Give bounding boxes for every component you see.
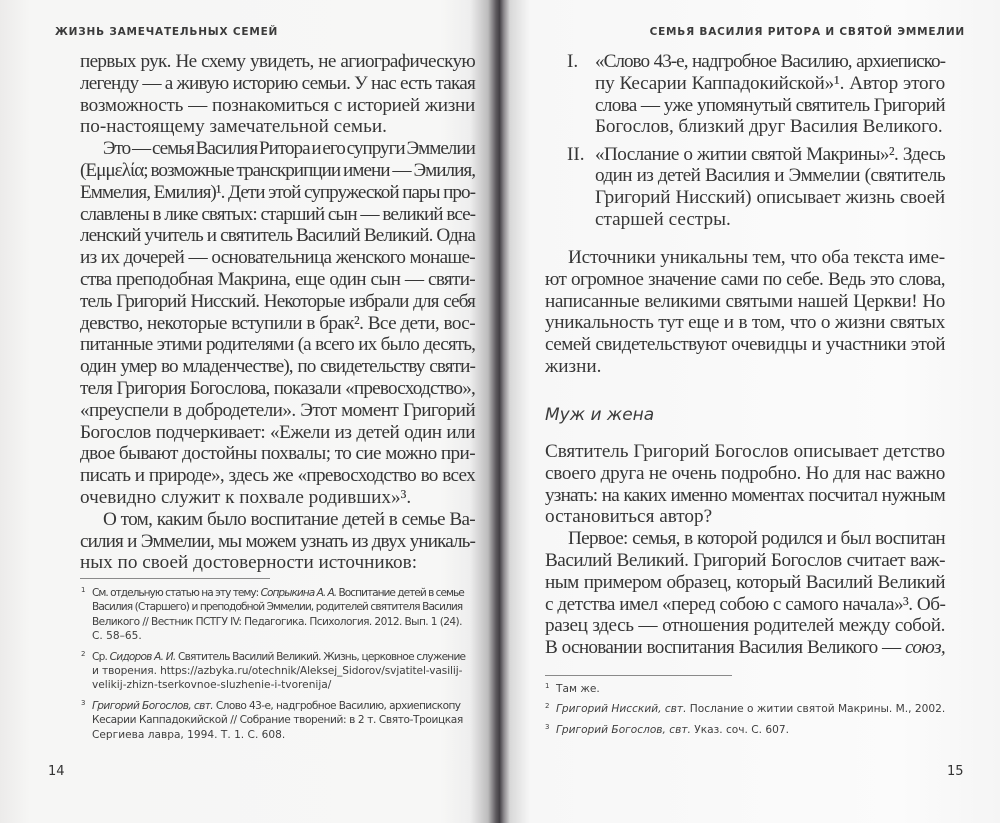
footnote-line — [92, 615, 466, 629]
text-line: разец здесь — отношения родителей между собой. — [545, 615, 945, 637]
footnote-line — [92, 586, 466, 600]
text-line: ют огромное значение сами по себе. Ведь это слова, — [545, 268, 945, 290]
italic-text: Сидоров А. И. — [109, 650, 176, 663]
text-segment: В основании воспитания Василия Великого — — [545, 637, 906, 659]
footnote-marker: 3 — [545, 722, 550, 731]
text-segment: Великого // Вестник ПСТГУ IV: Педагогика. Психология. 2012. Вып. 1 (24). — [92, 615, 462, 628]
body-text — [80, 51, 475, 574]
footnote — [81, 586, 466, 644]
footnote-line — [92, 600, 466, 614]
text-line: «Послание о житии святой Макрины»². Здесь — [595, 143, 945, 165]
footnote-marker: 2 — [545, 702, 550, 711]
text-line — [545, 637, 945, 659]
text-line: питанные этими родителями (а всего их было десять, — [80, 334, 475, 356]
text-line: семей свидетельствуют очевидцы и участники этой — [545, 334, 945, 356]
text-line: из их дочерей — основательница женского монаше- — [80, 247, 475, 269]
text-line: «преуспели в добродетели». Этот момент Григорий — [80, 399, 475, 421]
footnote-line — [556, 682, 945, 696]
text-line: ным примером образец, который Василий Великий — [545, 571, 945, 593]
footnote-line — [92, 650, 466, 664]
sources-list — [567, 51, 945, 236]
text-segment: Ср. — [92, 650, 110, 663]
text-line: Еммелия, Емилия)¹. Дети этой супружеской пары про- — [80, 181, 475, 203]
text-line: первых рук. Не схему увидеть, не агиографическую — [80, 51, 475, 72]
footnote-line — [92, 728, 466, 742]
text-line: ства преподобная Макрина, еще один сын — святи- — [80, 268, 475, 290]
footnote-line — [92, 699, 466, 713]
footnote-line — [92, 678, 466, 692]
text-line: теля Григория Богослова, показали «превосходство», — [80, 377, 475, 399]
text-line: один умер во младенчестве), по свидетельству святи- — [80, 356, 475, 378]
text-line: О том, каким было воспитание детей в семье Ва- — [103, 508, 475, 530]
text-segment: velikij-zhizn-tserkovnoe-sluzhenie-i-tvorenija/ — [92, 679, 332, 692]
text-segment: Послание о житии святой Макрины. М., 2002. — [686, 703, 946, 716]
text-line: легенду — а живую историю семьи. У нас есть такая — [80, 72, 475, 94]
page-number: 14 — [48, 764, 65, 779]
body-text — [545, 247, 945, 378]
body-text — [545, 441, 945, 659]
text-line: своего друга не очень подробно. Но для нас важно — [545, 462, 945, 484]
text-line: Григорий Нисский) описывает жизнь своей — [595, 187, 945, 209]
text-segment: Там же. — [556, 683, 600, 695]
text-line: очевидно служит к похвале родивших»³. — [80, 486, 412, 508]
footnote — [545, 682, 945, 696]
footnotes — [81, 586, 466, 748]
text-segment: Воспитание детей в семье — [336, 587, 464, 599]
text-segment: Святитель Василий Великий. Жизнь, церковное служение — [175, 650, 466, 663]
text-line: Святитель Григорий Богослов описывает детство — [545, 441, 945, 462]
text-line: славлены в лике святых: старший сын — великий все- — [80, 203, 475, 225]
footnotes — [545, 682, 945, 743]
text-line: с детства имел «перед собою с самого начала»³. Об- — [545, 593, 946, 615]
text-line: Богослов, близкий друг Василия Великого. — [595, 116, 943, 138]
footnote-divider — [545, 675, 732, 676]
text-segment: Василия (Старшего) и преподобной Эммелии, родителей святителя Василия — [92, 601, 463, 614]
text-line: тель Григорий Нисский. Некоторые избрали для себя — [80, 290, 475, 312]
text-line: ных по своей достоверности источников: — [80, 552, 418, 574]
text-line: по-настоящему замечательной семьи. — [80, 116, 387, 138]
text-segment: См. отдельную статью на эту тему: — [92, 587, 261, 599]
italic-text: Григорий Нисский, свт. — [556, 703, 687, 716]
paragraph — [80, 509, 475, 574]
footnote — [545, 723, 945, 737]
footnote-line — [92, 664, 466, 678]
footnote-line — [556, 702, 945, 716]
text-line: Источники уникальны тем, что оба текста име- — [568, 247, 945, 268]
text-line: возможность — познакомиться с историей жизни — [80, 94, 475, 116]
paragraph — [595, 144, 945, 231]
text-line: девство, некоторые вступили в брак². Все дети, вос- — [80, 312, 475, 334]
text-segment: Слово 43-е, надгробное Василию, архиепископу — [213, 699, 461, 712]
text-segment: Указ. соч. С. 607. — [690, 723, 789, 736]
running-head: СЕМЬЯ ВАСИЛИЯ РИТОРА И СВЯТОЙ ЭММЕЛИИ — [649, 26, 965, 38]
footnote-line — [92, 629, 466, 643]
paragraph — [545, 441, 945, 528]
text-segment: и творения. https://azbyka.ru/otechnik/Aleksej_Sidorov/svjatitel-vasilij- — [92, 665, 463, 678]
list-item — [567, 143, 945, 231]
section-heading: Муж и жена — [545, 405, 655, 425]
footnote-line — [556, 723, 945, 737]
italic-text: Григорий Богослов, свт. — [92, 699, 214, 712]
text-segment: С. 58–65. — [92, 630, 142, 643]
page-number: 15 — [947, 764, 964, 779]
text-line: «Слово 43-е, надгробное Василию, архиеписко- — [595, 51, 945, 72]
list-numeral: II. — [567, 143, 585, 165]
paragraph — [80, 138, 475, 509]
footnote-divider — [80, 578, 270, 579]
text-line: (Εμμελία; возможные транскрипции имени — Эмилия, — [80, 159, 475, 181]
italic-text: Григорий Богослов, свт. — [556, 723, 691, 736]
text-line: Первое: семья, в которой родился и был воспитан — [568, 528, 945, 550]
footnote-marker: 3 — [81, 698, 86, 707]
text-line: писать и природе», здесь же «превосходство во всех — [80, 465, 475, 487]
list-numeral: I. — [567, 51, 579, 72]
footnote-line — [92, 713, 466, 727]
text-line: написанные великими святыми нашей Церкви! Но — [545, 290, 945, 312]
text-line: Богослов подчеркивает: «Ежели из детей один или — [80, 421, 475, 443]
text-line: жизни. — [545, 355, 602, 377]
footnote — [545, 702, 945, 716]
italic-text: союз, — [905, 637, 945, 659]
text-line: старшей сестры. — [595, 209, 731, 231]
text-line: пу Кесарии Каппадокийской»¹. Автор этого — [595, 72, 945, 94]
running-head: ЖИЗНЬ ЗАМЕЧАТЕЛЬНЫХ СЕМЕЙ — [55, 26, 279, 38]
paragraph — [80, 51, 475, 138]
text-line: слова — уже упомянутый святитель Григорий — [595, 94, 945, 116]
text-line: Это — семья Василия Ритора и его супруги Эммелии — [102, 138, 475, 160]
text-segment: Кесарии Каппадокийской // Собрание творений: в 2 т. Свято-Троицкая — [92, 714, 463, 727]
paragraph — [595, 51, 945, 138]
paragraph — [545, 528, 945, 659]
text-line: ленский учитель и святитель Василий Великий. Одна — [80, 225, 475, 247]
list-item — [567, 51, 945, 138]
italic-text: Сопрыкина А. А. — [260, 587, 337, 599]
footnote-marker: 2 — [81, 649, 86, 658]
text-line: узнать: на каких именно моментах посчитал нужным — [545, 484, 945, 506]
footnote-marker: 1 — [81, 586, 86, 594]
text-segment: Сергиева лавра, 1994. Т. 1. С. 608. — [92, 728, 286, 741]
footnote — [81, 699, 466, 742]
right-page — [500, 0, 1000, 823]
footnote — [81, 650, 466, 693]
paragraph — [545, 247, 945, 378]
text-line: двое бывают достойны похвалы; то сие можно при- — [80, 443, 475, 465]
text-line: остановиться автор? — [545, 506, 713, 528]
text-line: силия и Эммелии, мы можем узнать из двух уникаль- — [80, 530, 475, 552]
text-line: уникальность тут еще и в том, что о жизни святых — [545, 312, 945, 334]
footnote-marker: 1 — [545, 682, 550, 690]
text-line: Василий Великий. Григорий Богослов считает важ- — [545, 549, 945, 571]
text-line: один из детей Василия и Эммелии (святитель — [595, 165, 945, 187]
